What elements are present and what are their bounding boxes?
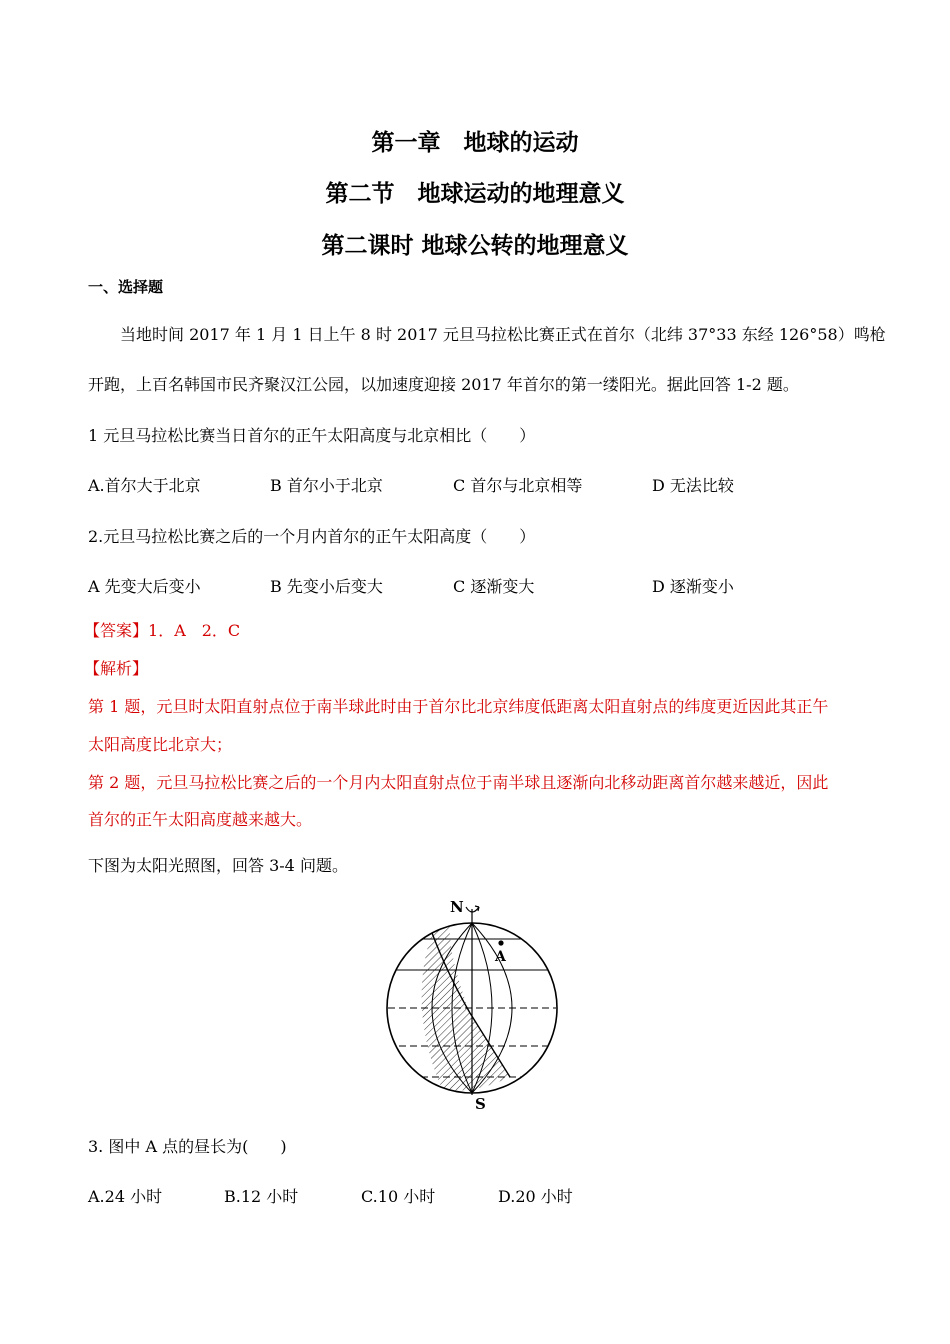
- q3-option-c: C.10 小时: [361, 1187, 436, 1206]
- label-a: A: [495, 949, 506, 965]
- lesson-title: 第二课时 地球公转的地理意义: [321, 233, 629, 259]
- q2-option-b: B 先变小后变大: [270, 577, 383, 596]
- passage-line-2: 开跑，上百名韩国市民齐聚汉江公园，以加速度迎接 2017 年首尔的第一缕阳光。据此回答 1-2 题。: [88, 375, 799, 394]
- section-title: 第二节 地球运动的地理意义: [325, 181, 625, 207]
- label-s: S: [475, 1095, 486, 1110]
- explanation-1-line-2: 太阳高度比北京大；: [88, 735, 233, 754]
- q1-option-b: B 首尔小于北京: [270, 476, 383, 495]
- q2-option-c: C 逐渐变大: [453, 577, 535, 596]
- question-1-stem: 1 元旦马拉松比赛当日首尔的正午太阳高度与北京相比（ ）: [88, 426, 536, 445]
- q2-option-d: D 逐渐变小: [652, 577, 734, 596]
- chapter-title: 第一章 地球的运动: [371, 130, 579, 156]
- q2-option-a: A 先变大后变小: [88, 577, 201, 596]
- answer-text: 1．A 2．C: [148, 621, 241, 640]
- question-2-stem: 2.元旦马拉松比赛之后的一个月内首尔的正午太阳高度（ ）: [88, 527, 536, 546]
- answer-line: [84, 618, 240, 641]
- sunlight-globe-figure: [382, 895, 572, 1110]
- explanation-2-line-2: 首尔的正午太阳高度越来越大。: [88, 810, 313, 829]
- q1-option-d: D 无法比较: [652, 476, 734, 495]
- label-n: N: [450, 898, 464, 916]
- figure-intro: 下图为太阳光照图，回答 3-4 问题。: [88, 856, 348, 875]
- explanation-2-line-1: 第 2 题，元旦马拉松比赛之后的一个月内太阳直射点位于南半球且逐渐向北移动距离首尔越来越近，因此: [88, 773, 829, 792]
- q3-option-d: D.20 小时: [498, 1187, 573, 1206]
- part-heading: 一、选择题: [88, 278, 164, 296]
- explanation-1-line-1: 第 1 题，元旦时太阳直射点位于南半球此时由于首尔比北京纬度低距离太阳直射点的纬度更近因此其正午: [88, 697, 829, 716]
- point-a-marker: [498, 940, 503, 945]
- q1-option-c: C 首尔与北京相等: [453, 476, 583, 495]
- q1-option-a: A.首尔大于北京: [88, 476, 201, 495]
- q3-option-b: B.12 小时: [224, 1187, 299, 1206]
- q3-option-a: A.24 小时: [88, 1187, 163, 1206]
- passage-line-1: 当地时间 2017 年 1 月 1 日上午 8 时 2017 元旦马拉松比赛正式在首尔（北纬 37°33 东经 126°58）鸣枪: [120, 325, 886, 344]
- analysis-label: 【解析】: [84, 659, 149, 678]
- question-3-stem: 3. 图中 A 点的昼长为( ): [88, 1137, 287, 1156]
- answer-label: 【答案】: [84, 621, 149, 640]
